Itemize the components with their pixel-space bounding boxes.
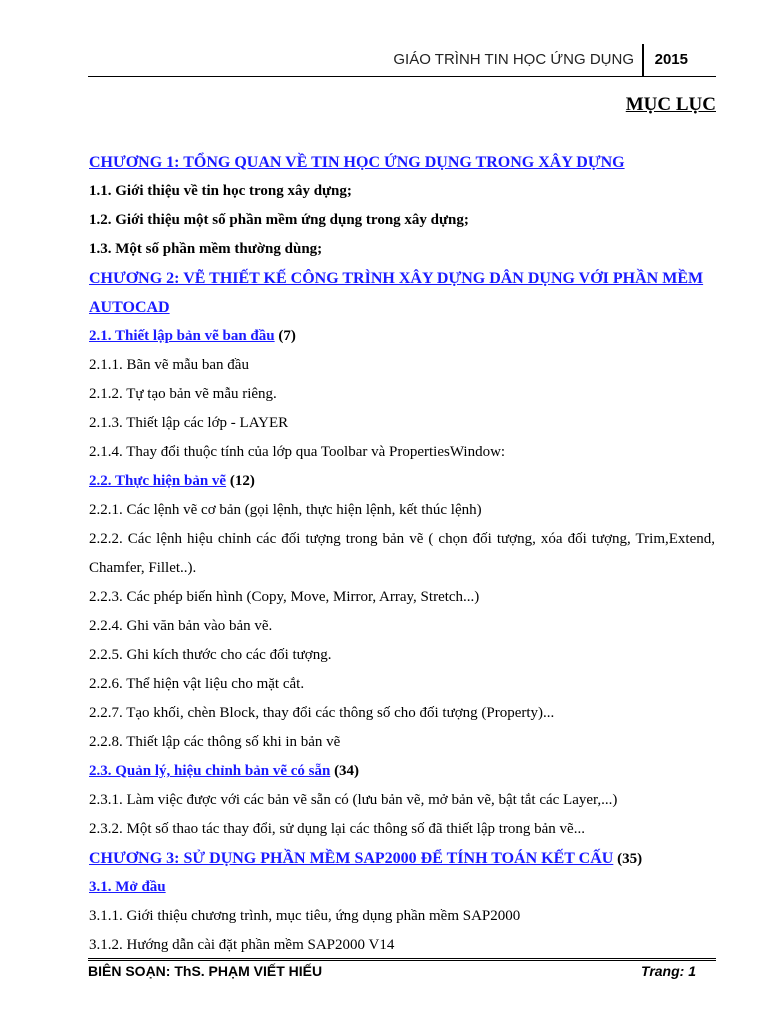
toc-item: 1.2. Giới thiệu một số phần mềm ứng dụng trong xây dựng; [89,212,469,228]
toc-title: MỤC LỤC [625,94,716,115]
toc-item: 2.2.8. Thiết lập các thông số khi in bản vẽ [89,734,341,750]
toc-item: 2.2.7. Tạo khối, chèn Block, thay đổi các thông số cho đối tượng (Property)... [89,705,555,721]
toc-item: 1.3. Một số phần mềm thường dùng; [89,241,323,257]
toc-item: 2.2.6. Thể hiện vật liệu cho mặt cắt. [89,676,305,692]
header-year: 2015 [654,51,688,68]
toc-item: 2.2.2. Các lệnh hiệu chỉnh các đối tượng trong bản vẽ ( chọn đối tượng, xóa đối tượng, Trim,Extend, Chamfer, Fillet..). [89,531,715,576]
toc-section [89,844,715,873]
header-title: GIÁO TRÌNH TIN HỌC ỨNG DỤNG [393,51,634,68]
toc-item: 2.3.2. Một số thao tác thay đổi, sử dụng lại các thông số đã thiết lập trong bản vẽ... [89,821,585,837]
toc-chapter-3[interactable]: CHƯƠNG 3: SỬ DỤNG PHẦN MỀM SAP2000 ĐỂ TÍNH TOÁN KẾT CẤU [89,850,614,867]
toc-section [89,757,715,786]
footer-page-number: Trang: 1 [641,963,696,979]
table-of-contents [89,148,715,960]
page-number: (35) [613,851,643,867]
toc-section [89,467,715,496]
toc-link-2-2[interactable]: 2.2. Thực hiện bản vẽ [89,473,227,489]
toc-item: 2.2.3. Các phép biến hình (Copy, Move, Mirror, Array, Stretch...) [89,589,480,605]
page-footer [88,958,716,987]
toc-item: 2.1.3. Thiết lập các lớp - LAYER [89,415,289,431]
toc-item: 2.3.1. Làm việc được với các bản vẽ sẵn có (lưu bản vẽ, mở bản vẽ, bật tắt các Layer,...) [89,792,618,808]
toc-item: 2.2.4. Ghi văn bản vào bản vẽ. [89,618,273,634]
toc-item: 3.1.1. Giới thiệu chương trình, mục tiêu, ứng dụng phần mềm SAP2000 [89,908,521,924]
toc-item: 2.1.4. Thay đổi thuộc tính của lớp qua Toolbar và PropertiesWindow: [89,444,506,460]
page-header [88,44,716,77]
toc-chapter-1[interactable]: CHƯƠNG 1: TỔNG QUAN VỀ TIN HỌC ỨNG DỤNG TRONG XÂY DỰNG [89,154,625,171]
page-number: (12) [226,473,255,489]
toc-item: 3.1.2. Hướng dẫn cài đặt phần mềm SAP2000 V14 [89,937,395,953]
footer-author: BIÊN SOẠN: ThS. PHẠM VIẾT HIẾU [88,963,323,979]
toc-item: 2.1.2. Tự tạo bản vẽ mẫu riêng. [89,386,277,402]
page-number: (7) [274,328,296,344]
toc-section [89,873,715,902]
page-number: (34) [330,763,360,779]
toc-item: 2.1.1. Bãn vẽ mẫu ban đầu [89,357,249,373]
toc-item: 2.2.5. Ghi kích thước cho các đối tượng. [89,647,332,663]
toc-item: 2.2.1. Các lệnh vẽ cơ bản (gọi lệnh, thực hiện lệnh, kết thúc lệnh) [89,502,482,518]
toc-section [89,322,715,351]
toc-chapter-2[interactable]: CHƯƠNG 2: VẼ THIẾT KẾ CÔNG TRÌNH XÂY DỰNG DÂN DỤNG VỚI PHẦN MỀM AUTOCAD [89,270,704,316]
toc-item: 1.1. Giới thiệu về tin học trong xây dựng; [89,183,352,199]
toc-link-3-1[interactable]: 3.1. Mở đầu [89,879,166,895]
toc-link-2-3[interactable]: 2.3. Quản lý, hiệu chỉnh bản vẽ có sẵn [89,763,331,779]
toc-link-2-1[interactable]: 2.1. Thiết lập bản vẽ ban đầu [89,328,275,344]
header-separator [642,44,644,76]
